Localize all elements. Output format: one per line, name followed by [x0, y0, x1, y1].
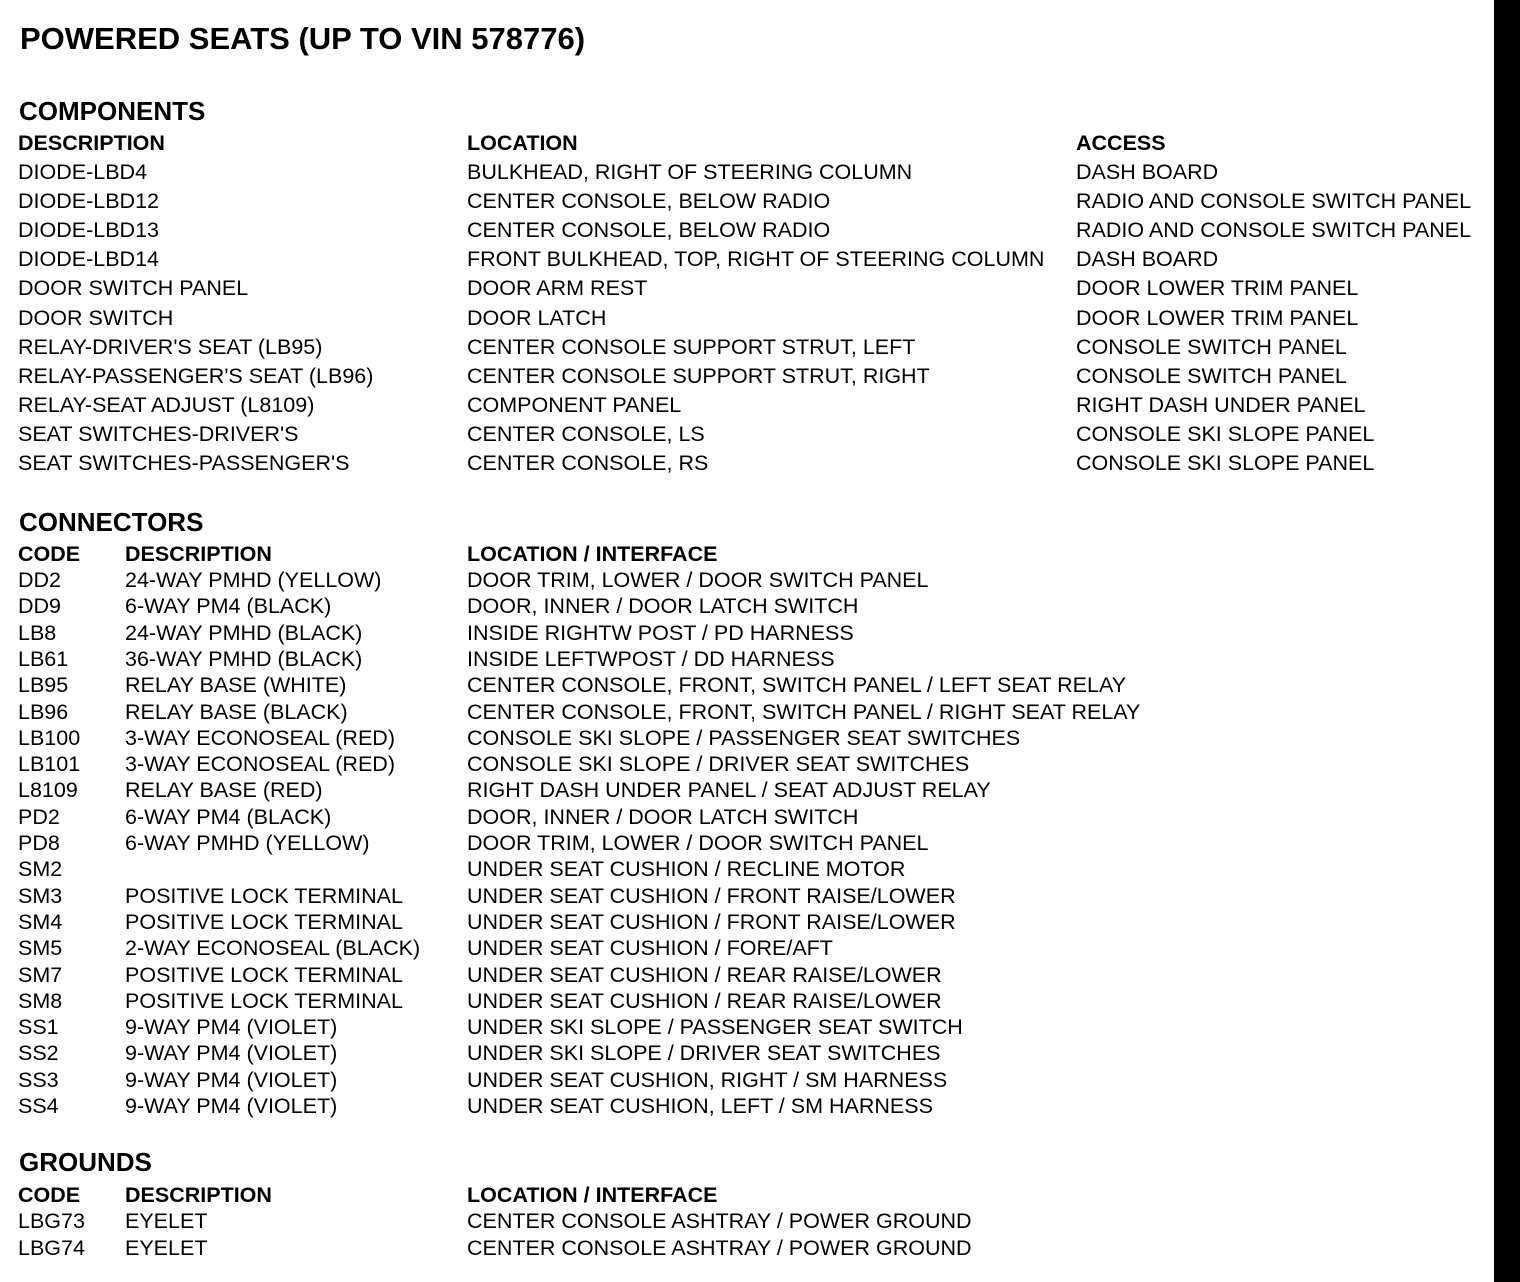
components-cell: DOOR SWITCH — [18, 306, 174, 330]
components-cell: RADIO AND CONSOLE SWITCH PANEL — [1076, 218, 1472, 242]
grounds-column-header: LOCATION / INTERFACE — [467, 1183, 718, 1207]
components-cell: CENTER CONSOLE, BELOW RADIO — [467, 189, 831, 213]
connectors-cell: 9-WAY PM4 (VIOLET) — [125, 1015, 338, 1039]
connectors-cell: CONSOLE SKI SLOPE / PASSENGER SEAT SWITCHES — [467, 726, 1021, 750]
connectors-cell: 6-WAY PMHD (YELLOW) — [125, 831, 370, 855]
connectors-cell: PD8 — [18, 831, 60, 855]
connectors-cell: CONSOLE SKI SLOPE / DRIVER SEAT SWITCHES — [467, 752, 970, 776]
components-cell: DIODE-LBD12 — [18, 189, 159, 213]
connectors-column-header: DESCRIPTION — [125, 542, 272, 566]
connectors-cell: LB61 — [18, 647, 69, 671]
components-cell: CENTER CONSOLE, BELOW RADIO — [467, 218, 831, 242]
connectors-cell: UNDER SEAT CUSHION / FRONT RAISE/LOWER — [467, 910, 956, 934]
connectors-cell: LB100 — [18, 726, 81, 750]
components-cell: CENTER CONSOLE SUPPORT STRUT, RIGHT — [467, 364, 930, 388]
components-cell: DASH BOARD — [1076, 247, 1219, 271]
connectors-cell: 3-WAY ECONOSEAL (RED) — [125, 752, 395, 776]
connectors-cell: RELAY BASE (BLACK) — [125, 700, 348, 724]
connectors-cell: L8109 — [18, 778, 78, 802]
connectors-column-header: CODE — [18, 542, 81, 566]
page-title: POWERED SEATS (UP TO VIN 578776) — [20, 21, 586, 56]
components-cell: CENTER CONSOLE, RS — [467, 451, 709, 475]
connectors-cell: INSIDE RIGHTW POST / PD HARNESS — [467, 621, 854, 645]
connectors-cell: LB8 — [18, 621, 57, 645]
components-cell: CONSOLE SWITCH PANEL — [1076, 364, 1347, 388]
connectors-cell: SM7 — [18, 963, 63, 987]
connectors-cell: 9-WAY PM4 (VIOLET) — [125, 1094, 338, 1118]
components-cell: DASH BOARD — [1076, 160, 1219, 184]
grounds-cell: LBG74 — [18, 1236, 85, 1260]
components-cell: BULKHEAD, RIGHT OF STEERING COLUMN — [467, 160, 913, 184]
connectors-cell: SS1 — [18, 1015, 59, 1039]
connectors-cell: UNDER SEAT CUSHION, LEFT / SM HARNESS — [467, 1094, 933, 1118]
connectors-cell: CENTER CONSOLE, FRONT, SWITCH PANEL / RIGHT SEAT RELAY — [467, 700, 1141, 724]
connectors-cell: DOOR, INNER / DOOR LATCH SWITCH — [467, 594, 859, 618]
components-cell: SEAT SWITCHES-DRIVER'S — [18, 422, 299, 446]
connectors-cell: SM5 — [18, 936, 63, 960]
components-cell: CONSOLE SWITCH PANEL — [1076, 335, 1347, 359]
connectors-cell: UNDER SEAT CUSHION, RIGHT / SM HARNESS — [467, 1068, 948, 1092]
components-cell: FRONT BULKHEAD, TOP, RIGHT OF STEERING COLUMN — [467, 247, 1045, 271]
connectors-cell: SM4 — [18, 910, 63, 934]
connectors-column-header: LOCATION / INTERFACE — [467, 542, 718, 566]
grounds-cell: EYELET — [125, 1209, 208, 1233]
connectors-cell: SM2 — [18, 857, 63, 881]
connectors-cell: 3-WAY ECONOSEAL (RED) — [125, 726, 395, 750]
components-cell: CENTER CONSOLE SUPPORT STRUT, LEFT — [467, 335, 916, 359]
components-cell: DIODE-LBD14 — [18, 247, 159, 271]
connectors-cell: DOOR TRIM, LOWER / DOOR SWITCH PANEL — [467, 831, 929, 855]
connectors-cell: CENTER CONSOLE, FRONT, SWITCH PANEL / LEFT SEAT RELAY — [467, 673, 1127, 697]
grounds-column-header: CODE — [18, 1183, 81, 1207]
connectors-cell: LB96 — [18, 700, 69, 724]
connectors-cell: SS2 — [18, 1041, 59, 1065]
components-cell: CONSOLE SKI SLOPE PANEL — [1076, 451, 1375, 475]
connectors-cell: POSITIVE LOCK TERMINAL — [125, 963, 403, 987]
components-column-header: DESCRIPTION — [18, 131, 165, 155]
grounds-heading: GROUNDS — [19, 1147, 152, 1177]
components-cell: CONSOLE SKI SLOPE PANEL — [1076, 422, 1375, 446]
connectors-cell: POSITIVE LOCK TERMINAL — [125, 884, 403, 908]
connectors-cell: LB95 — [18, 673, 69, 697]
connectors-cell: SS4 — [18, 1094, 59, 1118]
connectors-cell: SS3 — [18, 1068, 59, 1092]
connectors-cell: UNDER SEAT CUSHION / FORE/AFT — [467, 936, 833, 960]
connectors-cell: 6-WAY PM4 (BLACK) — [125, 805, 332, 829]
components-cell: CENTER CONSOLE, LS — [467, 422, 705, 446]
connectors-cell: RELAY BASE (RED) — [125, 778, 323, 802]
components-cell: DOOR LOWER TRIM PANEL — [1076, 306, 1359, 330]
components-column-header: ACCESS — [1076, 131, 1166, 155]
connectors-heading: CONNECTORS — [19, 507, 204, 537]
connectors-cell: 24-WAY PMHD (YELLOW) — [125, 568, 382, 592]
connectors-cell: 2-WAY ECONOSEAL (BLACK) — [125, 936, 421, 960]
components-cell: DOOR LATCH — [467, 306, 607, 330]
connectors-cell: DOOR TRIM, LOWER / DOOR SWITCH PANEL — [467, 568, 929, 592]
components-cell: RADIO AND CONSOLE SWITCH PANEL — [1076, 189, 1472, 213]
connectors-cell: POSITIVE LOCK TERMINAL — [125, 989, 403, 1013]
connectors-cell: DOOR, INNER / DOOR LATCH SWITCH — [467, 805, 859, 829]
connectors-cell: DD9 — [18, 594, 62, 618]
components-cell: RELAY-SEAT ADJUST (L8109) — [18, 393, 315, 417]
connectors-cell: UNDER SKI SLOPE / DRIVER SEAT SWITCHES — [467, 1041, 941, 1065]
components-cell: RELAY-DRIVER'S SEAT (LB95) — [18, 335, 323, 359]
connectors-cell: UNDER SKI SLOPE / PASSENGER SEAT SWITCH — [467, 1015, 963, 1039]
connectors-cell: RELAY BASE (WHITE) — [125, 673, 347, 697]
components-cell: RIGHT DASH UNDER PANEL — [1076, 393, 1366, 417]
connectors-cell: 9-WAY PM4 (VIOLET) — [125, 1041, 338, 1065]
components-column-header: LOCATION — [467, 131, 578, 155]
connectors-cell: UNDER SEAT CUSHION / RECLINE MOTOR — [467, 857, 906, 881]
grounds-cell: LBG73 — [18, 1209, 85, 1233]
connectors-cell: PD2 — [18, 805, 60, 829]
connectors-cell: SM8 — [18, 989, 63, 1013]
connectors-cell: UNDER SEAT CUSHION / REAR RAISE/LOWER — [467, 963, 942, 987]
connectors-cell: 6-WAY PM4 (BLACK) — [125, 594, 332, 618]
connectors-cell: SM3 — [18, 884, 63, 908]
grounds-cell: EYELET — [125, 1236, 208, 1260]
components-cell: DOOR SWITCH PANEL — [18, 276, 249, 300]
connectors-cell: 9-WAY PM4 (VIOLET) — [125, 1068, 338, 1092]
grounds-column-header: DESCRIPTION — [125, 1183, 272, 1207]
connectors-cell: 24-WAY PMHD (BLACK) — [125, 621, 363, 645]
components-heading: COMPONENTS — [19, 96, 206, 126]
components-cell: DOOR LOWER TRIM PANEL — [1076, 276, 1359, 300]
connectors-cell: INSIDE LEFTWPOST / DD HARNESS — [467, 647, 835, 671]
connectors-cell: UNDER SEAT CUSHION / REAR RAISE/LOWER — [467, 989, 942, 1013]
components-cell: DIODE-LBD13 — [18, 218, 159, 242]
connectors-cell: RIGHT DASH UNDER PANEL / SEAT ADJUST RELAY — [467, 778, 991, 802]
connectors-cell: POSITIVE LOCK TERMINAL — [125, 910, 403, 934]
connectors-cell: 36-WAY PMHD (BLACK) — [125, 647, 363, 671]
connectors-cell: UNDER SEAT CUSHION / FRONT RAISE/LOWER — [467, 884, 956, 908]
connectors-cell: DD2 — [18, 568, 62, 592]
components-cell: COMPONENT PANEL — [467, 393, 682, 417]
connectors-cell: LB101 — [18, 752, 81, 776]
components-cell: DOOR ARM REST — [467, 276, 648, 300]
grounds-cell: CENTER CONSOLE ASHTRAY / POWER GROUND — [467, 1209, 972, 1233]
components-cell: DIODE-LBD4 — [18, 160, 148, 184]
grounds-cell: CENTER CONSOLE ASHTRAY / POWER GROUND — [467, 1236, 972, 1260]
components-cell: SEAT SWITCHES-PASSENGER'S — [18, 451, 350, 475]
components-cell: RELAY-PASSENGER'S SEAT (LB96) — [18, 364, 374, 388]
right-edge-bar — [1494, 0, 1520, 1282]
